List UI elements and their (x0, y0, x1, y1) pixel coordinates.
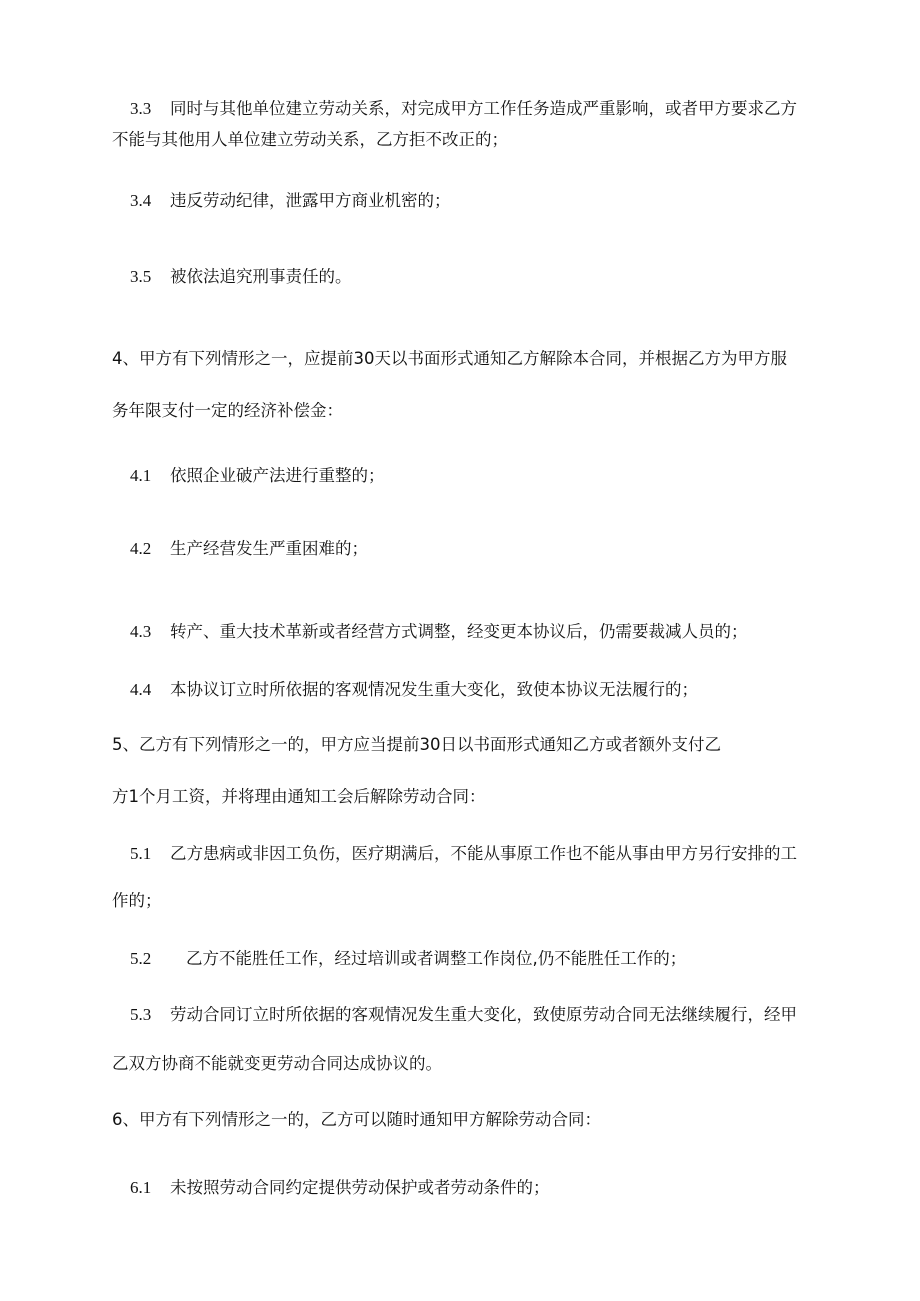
clause-6: 6、甲方有下列情形之一的，乙方可以随时通知甲方解除劳动合同： (112, 1110, 601, 1129)
clause-5-line-1: 5、乙方有下列情形之一的，甲方应当提前30日以书面形式通知乙方或者额外支付乙 (112, 735, 721, 754)
clause-text: 劳动合同订立时所依据的客观情况发生重大变化，致使原劳动合同无法继续履行，经甲 (170, 1005, 797, 1024)
clause-text: 生产经营发生严重困难的； (170, 539, 368, 558)
clause-5-3-line-1 (130, 1006, 797, 1024)
clause-number: 5.3 (130, 1005, 152, 1024)
clause-4-1 (130, 467, 385, 485)
clause-number: 4.1 (130, 466, 152, 485)
clause-number: 3.4 (130, 191, 152, 210)
clause-text: 未按照劳动合同约定提供劳动保护或者劳动条件的； (170, 1178, 550, 1197)
clause-text: 被依法追究刑事责任的。 (170, 267, 352, 286)
clause-text: 违反劳动纪律，泄露甲方商业机密的； (170, 191, 451, 210)
clause-4-line-2: 务年限支付一定的经济补偿金： (112, 401, 343, 420)
clause-number: 3.5 (130, 267, 152, 286)
clause-text: 本协议订立时所依据的客观情况发生重大变化，致使本协议无法履行的； (170, 680, 698, 699)
clause-5-1-line-2: 作的； (112, 891, 162, 910)
clause-number: 4.3 (130, 622, 152, 641)
clause-3-5 (130, 268, 352, 286)
clause-3-3-line-1 (130, 100, 797, 118)
clause-4-3 (130, 623, 748, 641)
clause-text: 乙方患病或非因工负伤，医疗期满后，不能从事原工作也不能从事由甲方另行安排的工 (170, 844, 797, 863)
clause-number: 4.2 (130, 539, 152, 558)
clause-number: 3.3 (130, 99, 152, 118)
clause-text: 同时与其他单位建立劳动关系，对完成甲方工作任务造成严重影响，或者甲方要求乙方 (170, 99, 797, 118)
clause-3-3-line-2: 不能与其他用人单位建立劳动关系，乙方拒不改正的； (112, 130, 508, 149)
clause-6-1 (130, 1179, 550, 1197)
clause-5-1-line-1 (130, 845, 797, 863)
clause-4-4 (130, 681, 698, 699)
clause-5-2 (130, 950, 686, 968)
clause-text: 转产、重大技术革新或者经营方式调整，经变更本协议后，仍需要裁减人员的； (170, 622, 748, 641)
clause-4-line-1: 4、甲方有下列情形之一，应提前30天以书面形式通知乙方解除本合同，并根据乙方为甲方服 (112, 349, 787, 368)
clause-5-3-line-2: 乙双方协商不能就变更劳动合同达成协议的。 (112, 1054, 442, 1073)
clause-4-2 (130, 540, 368, 558)
clause-number: 6.1 (130, 1178, 152, 1197)
clause-text: 乙方不能胜任工作，经过培训或者调整工作岗位,仍不能胜任工作的； (186, 949, 687, 968)
clause-5-line-2: 方1个月工资，并将理由通知工会后解除劳动合同： (112, 787, 486, 806)
clause-number: 4.4 (130, 680, 152, 699)
clause-3-4 (130, 192, 451, 210)
clause-number: 5.1 (130, 844, 152, 863)
clause-text: 依照企业破产法进行重整的； (170, 466, 385, 485)
clause-number: 5.2 (130, 949, 152, 968)
